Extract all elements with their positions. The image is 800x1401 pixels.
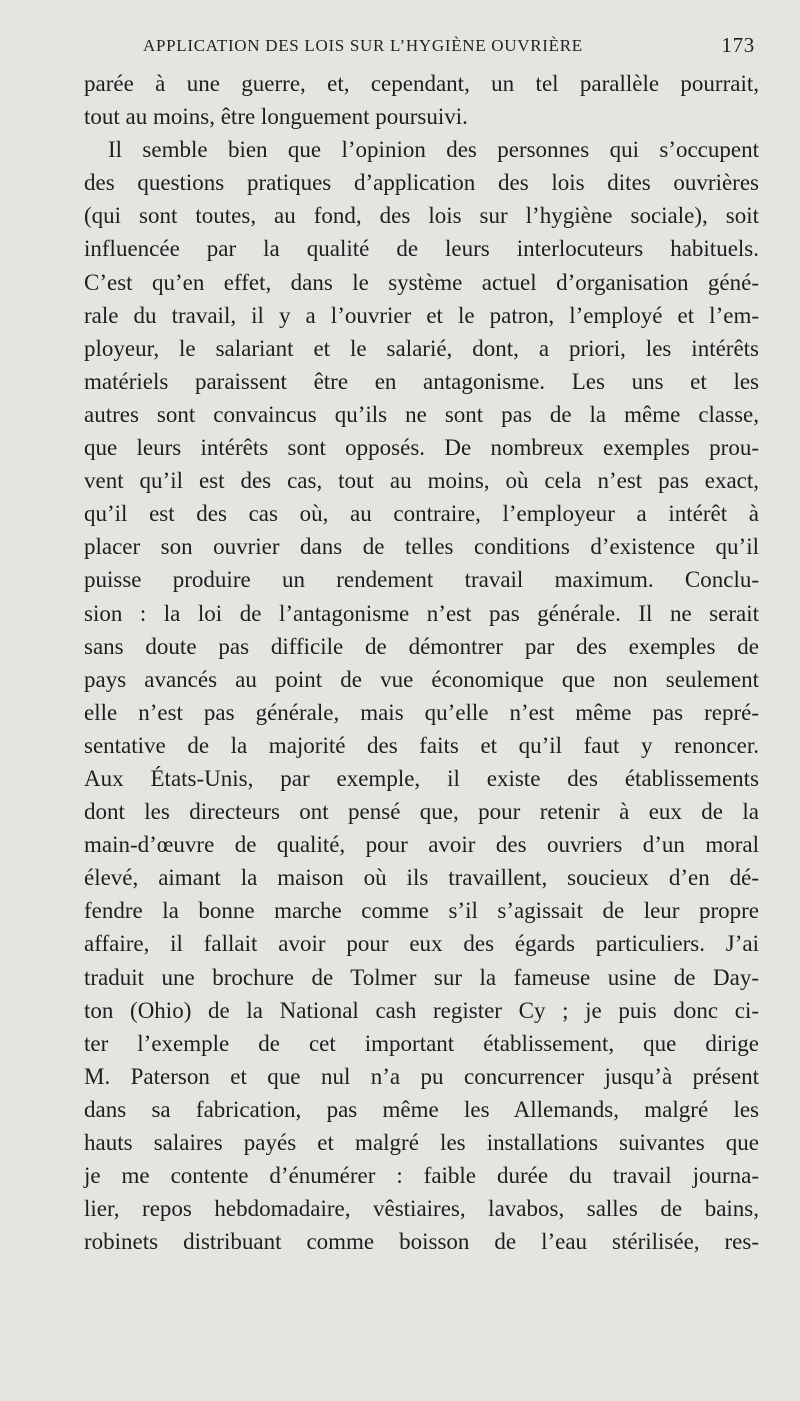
text-line: traduit une brochure de Tolmer sur la fameuse usine de Day- xyxy=(84,964,759,990)
text-line: placer son ouvrier dans de telles conditions d’existence qu’il xyxy=(84,534,759,560)
text-line: vent qu’il est des cas, tout au moins, où cela n’est pas exact, xyxy=(84,468,759,494)
text-line: main-d’œuvre de qualité, pour avoir des ouvriers d’un moral xyxy=(84,832,759,858)
text-line: lier, repos hebdomadaire, vêstiaires, lavabos, salles de bains, xyxy=(84,1196,759,1222)
text-line: affaire, il fallait avoir pour eux des égards particuliers. J’ai xyxy=(84,931,759,957)
text-line: Aux États-Unis, par exemple, il existe des établissements xyxy=(84,765,759,791)
text-line: robinets distribuant comme boisson de l’eau stérilisée, res- xyxy=(84,1229,759,1255)
text-line: qu’il est des cas où, au contraire, l’employeur a intérêt à xyxy=(84,501,759,527)
text-line: dont les directeurs ont pensé que, pour retenir à eux de la xyxy=(84,799,759,825)
text-line: M. Paterson et que nul n’a pu concurrencer jusqu’à présent xyxy=(84,1063,759,1089)
text-line: C’est qu’en effet, dans le système actuel d’organisation géné- xyxy=(84,269,759,295)
text-line: ter l’exemple de cet important établissement, que dirige xyxy=(84,1030,759,1056)
text-line: tout au moins, être longuement poursuivi. xyxy=(84,104,468,130)
text-line: élevé, aimant la maison où ils travaillent, soucieux d’en dé- xyxy=(84,865,759,891)
running-header xyxy=(143,33,755,58)
text-line: autres sont convaincus qu’ils ne sont pas de la même classe, xyxy=(84,401,759,427)
text-line: parée à une guerre, et, cependant, un tel parallèle pourrait, xyxy=(84,71,759,96)
text-line: (qui sont toutes, au fond, des lois sur l’hygiène sociale), soit xyxy=(84,203,759,229)
text-line: elle n’est pas générale, mais qu’elle n’est même pas repré- xyxy=(84,699,759,725)
text-line: Il semble bien que l’opinion des personnes qui s’occupent xyxy=(108,137,759,163)
text-line: je me contente d’énumérer : faible durée du travail journa- xyxy=(84,1163,759,1189)
text-line: hauts salaires payés et malgré les installations suivantes que xyxy=(84,1130,759,1155)
text-line: sans doute pas difficile de démontrer par des exemples de xyxy=(84,633,759,659)
text-line: ton (Ohio) de la National cash register Cy ; je puis donc ci- xyxy=(84,997,759,1023)
body-text xyxy=(84,67,759,1258)
page-number: 173 xyxy=(721,33,755,57)
text-line: sion : la loi de l’antagonisme n’est pas générale. Il ne serait xyxy=(84,600,759,626)
text-line: pays avancés au point de vue économique que non seulement xyxy=(84,666,759,692)
text-line: des questions pratiques d’application des lois dites ouvrières xyxy=(84,170,759,196)
text-line: fendre la bonne marche comme s’il s’agissait de leur propre xyxy=(84,898,759,924)
text-line: influencée par la qualité de leurs interlocuteurs habituels. xyxy=(84,236,759,262)
text-line: ployeur, le salariant et le salarié, dont, a priori, les intérêts xyxy=(84,335,759,361)
text-line: sentative de la majorité des faits et qu’il faut y renoncer. xyxy=(84,732,759,758)
text-line: que leurs intérêts sont opposés. De nombreux exemples prou- xyxy=(84,435,759,461)
text-line: puisse produire un rendement travail maximum. Conclu- xyxy=(84,567,759,593)
text-line: rale du travail, il y a l’ouvrier et le patron, l’employé et l’em- xyxy=(84,302,759,328)
text-line: matériels paraissent être en antagonisme. Les uns et les xyxy=(84,368,759,394)
running-title: APPLICATION DES LOIS SUR L’HYGIÈNE OUVRIÈRE xyxy=(143,36,583,55)
text-line: dans sa fabrication, pas même les Allemands, malgré les xyxy=(84,1096,759,1122)
